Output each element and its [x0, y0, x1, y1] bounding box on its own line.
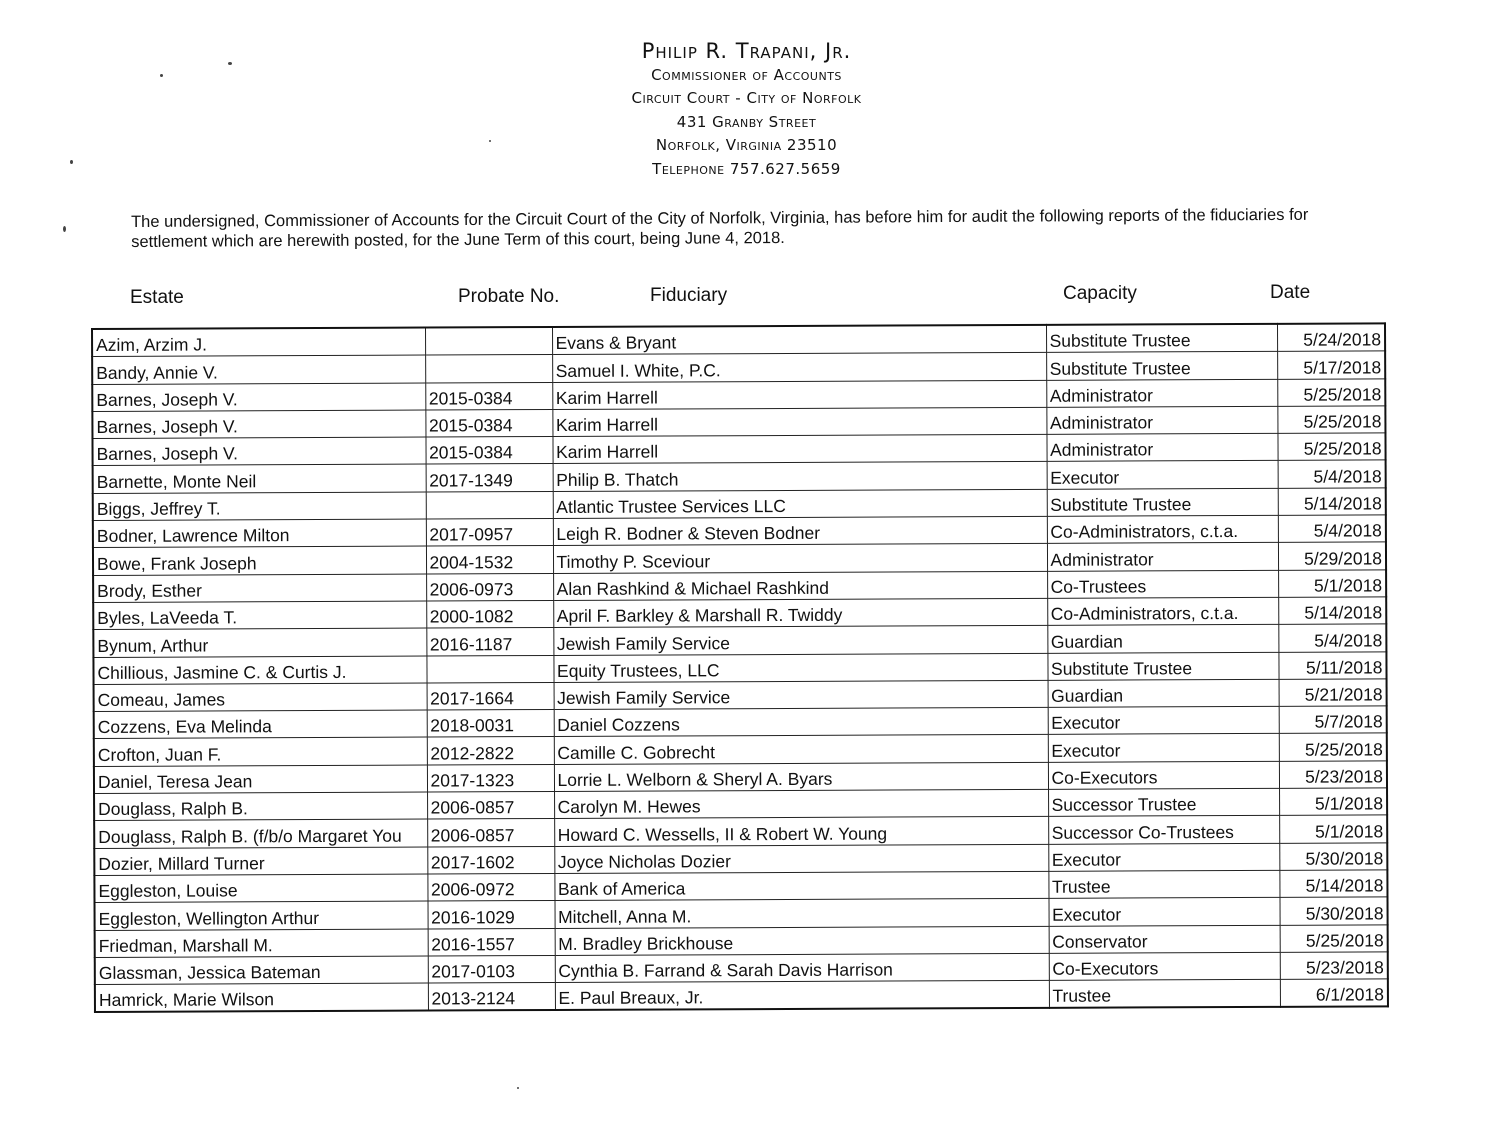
estate-cell: Bowe, Frank Joseph — [93, 546, 426, 575]
fiduciary-cell: April F. Barkley & Marshall R. Twiddy — [553, 598, 1047, 627]
estate-cell: Daniel, Teresa Jean — [94, 765, 427, 794]
fiduciary-cell: E. Paul Breaux, Jr. — [555, 980, 1049, 1010]
probate-number-cell: 2013-2124 — [428, 983, 555, 1011]
probate-number-cell — [426, 655, 553, 683]
probate-number-cell: 2017-1349 — [426, 464, 553, 492]
estate-cell: Bandy, Annie V. — [92, 355, 425, 384]
probate-number-cell: 2017-1323 — [427, 764, 554, 792]
date-cell: 5/1/2018 — [1279, 815, 1387, 843]
probate-number-cell: 2017-0957 — [426, 519, 553, 547]
date-cell: 5/30/2018 — [1279, 897, 1387, 925]
column-header-capacity: Capacity — [1063, 283, 1137, 304]
date-cell: 5/25/2018 — [1277, 378, 1385, 406]
estate-cell: Byles, LaVeeda T. — [93, 601, 426, 630]
capacity-cell: Guardian — [1047, 625, 1278, 653]
estate-cell: Chillious, Jasmine C. & Curtis J. — [93, 656, 426, 685]
capacity-cell: Administrator — [1046, 434, 1277, 462]
date-cell: 5/17/2018 — [1277, 351, 1385, 379]
capacity-cell: Substitute Trustee — [1047, 488, 1278, 516]
capacity-cell: Co-Administrators, c.t.a. — [1047, 515, 1278, 543]
street-address: 431 Granby Street — [676, 112, 817, 131]
estate-cell: Douglass, Ralph B. — [94, 792, 427, 821]
table-body — [92, 323, 1388, 1012]
date-cell: 5/7/2018 — [1279, 706, 1387, 734]
date-cell: 6/1/2018 — [1280, 979, 1388, 1007]
probate-number-cell: 2015-0384 — [425, 437, 552, 465]
probate-number-cell: 2017-1664 — [427, 682, 554, 710]
fiduciary-cell: Lorrie L. Welborn & Sheryl A. Byars — [554, 762, 1048, 791]
capacity-cell: Substitute Trustee — [1046, 324, 1277, 353]
probate-number-cell: 2000-1082 — [426, 600, 553, 628]
fiduciary-cell: Mitchell, Anna M. — [555, 899, 1049, 928]
scan-speck — [489, 140, 491, 142]
probate-number-cell: 2006-0973 — [426, 573, 553, 601]
estate-cell: Cozzens, Eva Melinda — [94, 710, 427, 739]
estate-cell: Barnes, Joseph V. — [92, 437, 425, 466]
commissioner-name: Philip R. Trapani, Jr. — [641, 39, 852, 63]
probate-number-cell: 2006-0972 — [427, 873, 554, 901]
probate-number-cell — [425, 355, 552, 383]
fiduciary-cell: Howard C. Wessells, II & Robert W. Young — [554, 817, 1048, 846]
fiduciary-cell: Karim Harrell — [552, 407, 1046, 436]
city-address: Norfolk, Virginia 23510 — [655, 136, 838, 154]
estate-cell: Barnes, Joseph V. — [92, 383, 425, 412]
court-name: Circuit Court - City of Norfolk — [631, 89, 862, 107]
fiduciary-cell: Evans & Bryant — [552, 325, 1046, 355]
fiduciary-cell: Atlantic Trustee Services LLC — [553, 489, 1047, 518]
intro-paragraph: The undersigned, Commissioner of Accounts for the Circuit Court of the City of Norfolk, Virginia, has before him for audit the following reports of the fiduciaries for settlement which are herewith posted, for the June Term of this court, being June 4, 2018. — [131, 205, 1309, 251]
capacity-cell: Co-Administrators, c.t.a. — [1047, 597, 1278, 625]
probate-number-cell: 2006-0857 — [427, 819, 554, 847]
probate-number-cell: 2016-1557 — [428, 928, 555, 956]
letterhead — [0, 40, 1493, 181]
fiduciary-cell: Camille C. Gobrecht — [554, 735, 1048, 764]
column-header-estate: Estate — [130, 287, 184, 308]
fiduciary-cell: Bank of America — [554, 871, 1048, 900]
date-cell: 5/25/2018 — [1277, 433, 1385, 461]
estate-cell: Biggs, Jeffrey T. — [93, 492, 426, 521]
estate-cell: Azim, Arzim J. — [92, 328, 425, 357]
date-cell: 5/25/2018 — [1277, 406, 1385, 434]
scan-speck — [63, 226, 66, 232]
fiduciary-cell: Samuel I. White, P.C. — [552, 353, 1046, 382]
probate-number-cell: 2017-1602 — [427, 846, 554, 874]
capacity-cell: Administrator — [1046, 379, 1277, 407]
capacity-cell: Conservator — [1049, 925, 1280, 953]
fiduciary-cell: Timothy P. Sceviour — [553, 544, 1047, 573]
scan-speck — [70, 160, 73, 164]
fiduciary-cell: Jewish Family Service — [553, 626, 1047, 655]
probate-number-cell: 2016-1029 — [428, 901, 555, 929]
fiduciary-cell: Alan Rashkind & Michael Rashkind — [553, 571, 1047, 600]
date-cell: 5/4/2018 — [1278, 460, 1386, 488]
capacity-cell: Co-Executors — [1049, 952, 1280, 980]
column-header-probate: Probate No. — [458, 286, 560, 307]
date-cell: 5/29/2018 — [1278, 542, 1386, 570]
estate-cell: Crofton, Juan F. — [94, 737, 427, 766]
capacity-cell: Substitute Trustee — [1047, 652, 1278, 680]
date-cell: 5/30/2018 — [1279, 842, 1387, 870]
scan-speck — [228, 62, 232, 65]
fiduciary-cell: M. Bradley Brickhouse — [555, 926, 1049, 955]
table-row — [95, 979, 1388, 1012]
estate-cell: Bynum, Arthur — [93, 628, 426, 657]
capacity-cell: Trustee — [1048, 870, 1279, 898]
estate-cell: Hamrick, Marie Wilson — [95, 983, 428, 1012]
fiduciary-cell: Equity Trustees, LLC — [553, 653, 1047, 682]
capacity-cell: Executor — [1047, 461, 1278, 489]
capacity-cell: Administrator — [1047, 543, 1278, 571]
probate-number-cell — [425, 327, 552, 355]
estate-cell: Brody, Esther — [93, 574, 426, 603]
date-cell: 5/14/2018 — [1278, 488, 1386, 516]
date-cell: 5/25/2018 — [1279, 733, 1387, 761]
capacity-cell: Co-Trustees — [1047, 570, 1278, 598]
capacity-cell: Executor — [1048, 898, 1279, 926]
fiduciary-cell: Jewish Family Service — [554, 680, 1048, 709]
scan-speck — [517, 1087, 519, 1089]
probate-number-cell: 2006-0857 — [427, 792, 554, 820]
column-header-fiduciary: Fiduciary — [650, 285, 728, 306]
capacity-cell: Successor Trustee — [1048, 788, 1279, 816]
fiduciary-cell: Leigh R. Bodner & Steven Bodner — [553, 516, 1047, 545]
commissioner-title: Commissioner of Accounts — [651, 65, 842, 84]
date-cell: 5/4/2018 — [1278, 515, 1386, 543]
estate-cell: Comeau, James — [94, 683, 427, 712]
telephone: Telephone 757.627.5659 — [652, 159, 841, 178]
date-cell: 5/23/2018 — [1280, 952, 1388, 980]
probate-number-cell: 2004-1532 — [426, 546, 553, 574]
fiduciary-cell: Karim Harrell — [552, 435, 1046, 464]
capacity-cell: Executor — [1048, 734, 1279, 762]
estate-cell: Barnes, Joseph V. — [92, 410, 425, 439]
fiduciary-cell: Karim Harrell — [552, 380, 1046, 409]
capacity-cell: Substitute Trustee — [1046, 352, 1277, 380]
capacity-cell: Co-Executors — [1048, 761, 1279, 789]
probate-number-cell: 2018-0031 — [427, 710, 554, 738]
scan-speck — [160, 74, 163, 77]
date-cell: 5/25/2018 — [1280, 924, 1388, 952]
estate-cell: Bodner, Lawrence Milton — [93, 519, 426, 548]
capacity-cell: Executor — [1048, 843, 1279, 871]
estate-cell: Eggleston, Louise — [94, 874, 427, 903]
date-cell: 5/23/2018 — [1279, 761, 1387, 789]
date-cell: 5/1/2018 — [1278, 570, 1386, 598]
column-header-date: Date — [1270, 282, 1311, 303]
date-cell: 5/14/2018 — [1279, 870, 1387, 898]
estate-cell: Barnette, Monte Neil — [93, 465, 426, 494]
estate-cell: Dozier, Millard Turner — [94, 847, 427, 876]
fiduciary-cell: Daniel Cozzens — [554, 707, 1048, 736]
capacity-cell: Administrator — [1046, 406, 1277, 434]
probate-number-cell: 2016-1187 — [426, 628, 553, 656]
fiduciary-reports-table — [91, 322, 1389, 1013]
date-cell: 5/21/2018 — [1279, 679, 1387, 707]
probate-number-cell: 2015-0384 — [425, 382, 552, 410]
date-cell: 5/14/2018 — [1278, 597, 1386, 625]
date-cell: 5/1/2018 — [1279, 788, 1387, 816]
capacity-cell: Guardian — [1048, 679, 1279, 707]
date-cell: 5/4/2018 — [1278, 624, 1386, 652]
probate-number-cell — [426, 491, 553, 519]
fiduciary-cell: Philip B. Thatch — [553, 462, 1047, 491]
fiduciary-cell: Cynthia B. Farrand & Sarah Davis Harrison — [555, 953, 1049, 982]
probate-number-cell: 2017-0103 — [428, 955, 555, 983]
fiduciary-cell: Joyce Nicholas Dozier — [554, 844, 1048, 873]
capacity-cell: Executor — [1048, 706, 1279, 734]
estate-cell: Douglass, Ralph B. (f/b/o Margaret You — [94, 819, 427, 848]
probate-number-cell: 2012-2822 — [427, 737, 554, 765]
probate-number-cell: 2015-0384 — [425, 409, 552, 437]
fiduciary-cell: Carolyn M. Hewes — [554, 789, 1048, 818]
capacity-cell: Successor Co-Trustees — [1048, 816, 1279, 844]
estate-cell: Friedman, Marshall M. — [95, 929, 428, 958]
date-cell: 5/24/2018 — [1277, 323, 1385, 351]
date-cell: 5/11/2018 — [1278, 651, 1386, 679]
estate-cell: Eggleston, Wellington Arthur — [95, 901, 428, 930]
capacity-cell: Trustee — [1049, 979, 1280, 1008]
estate-cell: Glassman, Jessica Bateman — [95, 956, 428, 985]
